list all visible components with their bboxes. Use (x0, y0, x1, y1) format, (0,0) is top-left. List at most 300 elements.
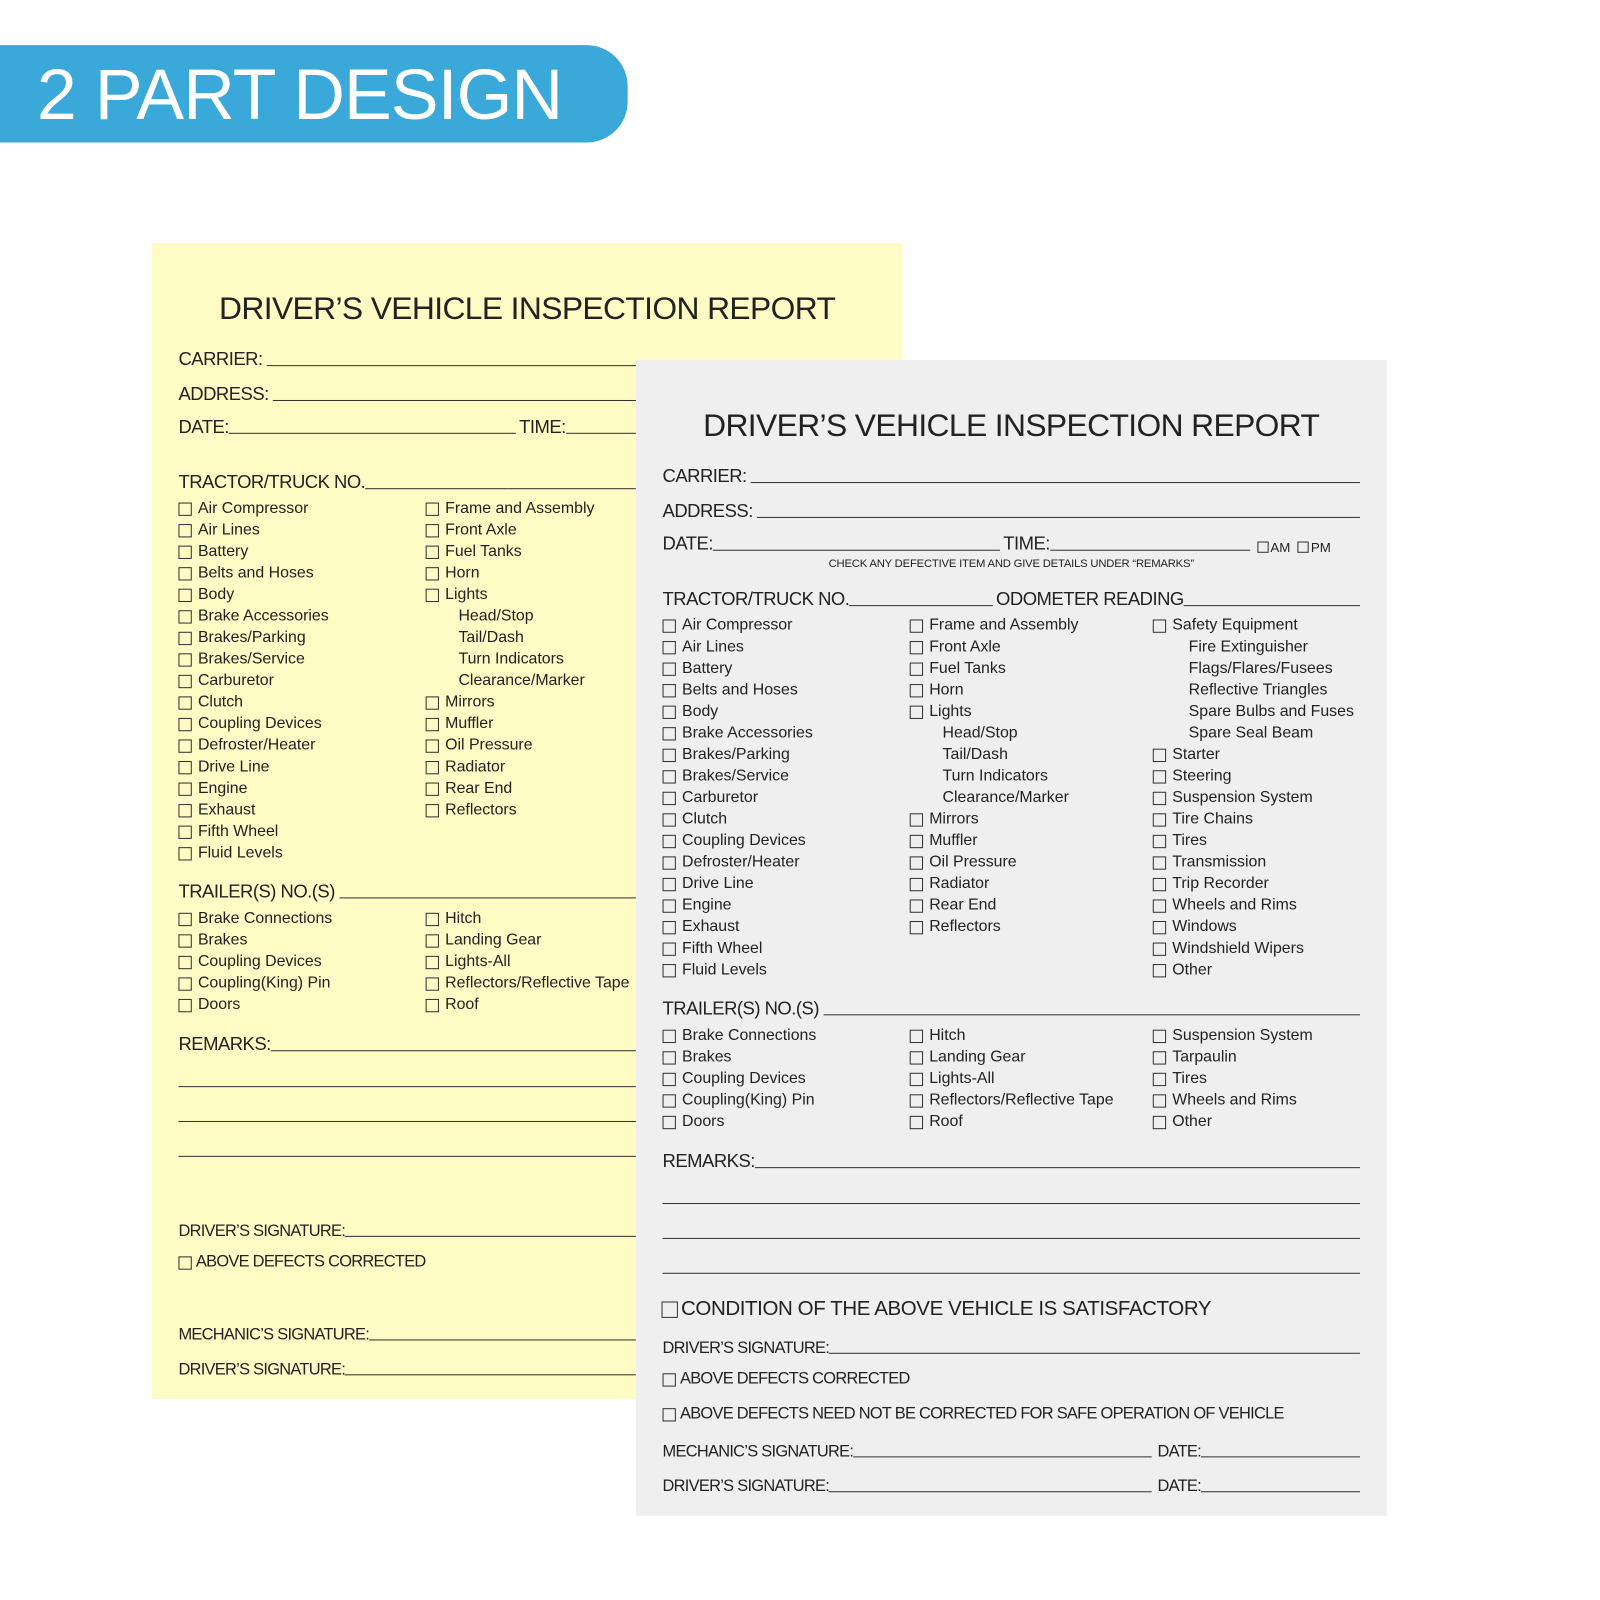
tractor-check-checkbox[interactable] (663, 662, 676, 675)
trailer-check-item-label: Lights-All (929, 1069, 995, 1088)
mechanic-signature-field[interactable] (853, 1456, 1151, 1457)
mechanic-signature-label: MECHANIC’S SIGNATURE: (178, 1326, 370, 1344)
tractor-check-checkbox[interactable] (1153, 856, 1166, 869)
trailer-check-item[interactable] (426, 995, 479, 1016)
tractor-check-item (943, 766, 1048, 787)
tractor-check-item[interactable] (1153, 917, 1237, 938)
tractor-check-checkbox[interactable] (910, 813, 923, 826)
tractor-check-checkbox[interactable] (663, 770, 676, 783)
final-driver-signature-label: DRIVER’S SIGNATURE: (178, 1360, 346, 1379)
tractor-check-item-label: Defroster/Heater (682, 853, 800, 871)
tractor-check-item[interactable] (426, 563, 480, 584)
tractor-check-checkbox[interactable] (910, 662, 923, 675)
defects-corrected-option-label: ABOVE DEFECTS CORRECTED (679, 1370, 910, 1388)
trailer-check-item[interactable] (178, 930, 247, 951)
tractor-check-item-label: Front Axle (929, 637, 1001, 656)
trailer-check-checkbox[interactable] (663, 1029, 676, 1042)
trailer-check-checkbox[interactable] (910, 1094, 923, 1107)
tractor-check-item[interactable] (1153, 788, 1313, 809)
trailer-check-checkbox[interactable] (910, 1115, 923, 1128)
odometer-label: ODOMETER READING (996, 588, 1184, 610)
tractor-check-checkbox[interactable] (1153, 813, 1166, 826)
tractor-check-item[interactable] (426, 692, 495, 713)
tractor-check-item[interactable] (910, 658, 1006, 679)
tractor-check-item[interactable] (663, 895, 732, 916)
tractor-check-item-label: Clearance/Marker (458, 671, 585, 690)
tractor-check-item-label: Fifth Wheel (682, 939, 763, 957)
tractor-check-item[interactable] (178, 800, 255, 821)
trailer-number-label: TRAILER(S) NO.(S) (178, 880, 335, 902)
trailer-check-item[interactable] (178, 995, 240, 1016)
tractor-check-checkbox[interactable] (426, 545, 439, 558)
tractor-check-checkbox[interactable] (178, 610, 191, 623)
odometer-field[interactable] (1184, 605, 1360, 606)
tractor-check-item (943, 745, 1008, 766)
trailer-check-item-label: Reflectors/Reflective Tape (445, 974, 630, 992)
tractor-check-item-label: Steering (1172, 767, 1232, 785)
tractor-check-item[interactable] (178, 757, 269, 778)
tractor-check-checkbox[interactable] (426, 782, 439, 795)
condition-checkbox[interactable] (662, 1301, 678, 1317)
tractor-check-item-label: Drive Line (197, 757, 270, 776)
trailer-check-item[interactable] (910, 1026, 966, 1047)
trailer-check-checkbox[interactable] (1153, 1094, 1166, 1107)
trailer-check-item[interactable] (1153, 1112, 1212, 1133)
date-label: DATE: (178, 416, 229, 437)
date-label: DATE: (662, 533, 713, 554)
tractor-check-item[interactable] (910, 831, 978, 852)
trailer-check-item[interactable] (663, 1047, 732, 1068)
tractor-check-item[interactable] (1153, 809, 1253, 830)
trailer-check-item[interactable] (426, 909, 482, 930)
form-copy-gray (636, 360, 1387, 1516)
driver-signature-row (663, 1333, 1360, 1358)
tractor-check-checkbox[interactable] (426, 567, 439, 580)
trailer-check-item[interactable] (910, 1069, 995, 1090)
trailer-check-item[interactable] (1153, 1047, 1237, 1068)
tractor-check-item-label: Horn (445, 564, 480, 582)
tractor-check-item-label: Fluid Levels (197, 844, 283, 862)
tractor-check-checkbox[interactable] (178, 524, 191, 537)
tractor-check-item-label: Wheels and Rims (1172, 896, 1297, 914)
trailer-check-item[interactable] (663, 1026, 817, 1047)
tractor-check-item-label: Other (1172, 960, 1213, 979)
tractor-check-item-label: Reflective Triangles (1188, 680, 1328, 699)
trailer-check-item-label: Brakes (197, 931, 248, 949)
tractor-check-item[interactable] (178, 585, 234, 606)
tractor-check-item[interactable] (178, 778, 247, 799)
tractor-check-checkbox[interactable] (663, 791, 676, 804)
tractor-check-item-label: Engine (682, 896, 732, 914)
tractor-check-checkbox[interactable] (178, 653, 191, 666)
tractor-check-item[interactable] (910, 917, 1001, 938)
remarks-line[interactable] (663, 1273, 1360, 1274)
trailer-check-item[interactable] (910, 1090, 1114, 1111)
tractor-check-item[interactable] (910, 615, 1079, 636)
tractor-check-checkbox[interactable] (910, 640, 923, 653)
tractor-check-checkbox[interactable] (663, 942, 676, 955)
remarks-line[interactable] (663, 1238, 1360, 1239)
tractor-check-item-label: Windows (1172, 917, 1237, 936)
tractor-check-checkbox[interactable] (1153, 942, 1166, 955)
tractor-check-item-label: Battery (682, 659, 733, 677)
tractor-check-item-label: Engine (197, 779, 248, 797)
trailer-check-checkbox[interactable] (426, 934, 439, 947)
tractor-check-item[interactable] (1153, 766, 1232, 787)
trailer-check-checkbox[interactable] (426, 998, 439, 1011)
tractor-check-item-label: Clearance/Marker (942, 788, 1069, 807)
tractor-check-item-label: Reflectors (929, 917, 1001, 936)
tractor-check-checkbox[interactable] (426, 588, 439, 601)
tractor-check-item-label: Clutch (197, 693, 244, 711)
tractor-check-item-label: Tail/Dash (942, 745, 1008, 764)
trailer-check-item-label: Landing Gear (445, 931, 542, 949)
tractor-check-checkbox[interactable] (663, 834, 676, 847)
pm-option[interactable] (1293, 539, 1330, 554)
tractor-check-checkbox[interactable] (663, 705, 676, 718)
condition-satisfactory-option[interactable] (662, 1297, 1212, 1321)
tractor-check-item-label: Mirrors (929, 810, 979, 828)
trailer-check-checkbox[interactable] (910, 1072, 923, 1085)
tractor-check-item-label: Starter (1172, 745, 1220, 764)
trailer-check-item-label: Roof (929, 1112, 963, 1131)
tractor-check-item (943, 788, 1069, 809)
trailer-check-checkbox[interactable] (426, 912, 439, 925)
remarks-field[interactable] (755, 1167, 1360, 1168)
tractor-check-checkbox[interactable] (178, 804, 191, 817)
tractor-check-item-label: Reflectors (445, 800, 517, 819)
defects-corrected-option-checkbox[interactable] (178, 1256, 191, 1269)
tractor-check-item-label: Belts and Hoses (682, 680, 798, 699)
defects-corrected-option-checkbox[interactable] (663, 1373, 676, 1386)
tractor-check-item[interactable] (426, 520, 517, 541)
trailer-check-item[interactable] (426, 973, 630, 994)
trailer-check-item-label: Coupling Devices (197, 952, 322, 971)
tractor-check-item[interactable] (663, 938, 763, 959)
tractor-number-field[interactable] (365, 488, 509, 489)
trailer-check-item-label: Brake Connections (682, 1026, 817, 1045)
tractor-check-item[interactable] (910, 895, 997, 916)
tractor-check-item[interactable] (663, 680, 798, 701)
address-field[interactable] (757, 517, 1360, 518)
tractor-check-item[interactable] (426, 585, 488, 606)
tractor-check-item-label: Belts and Hoses (197, 564, 314, 582)
trailer-check-item[interactable] (663, 1090, 815, 1111)
trailer-check-item[interactable] (1153, 1090, 1297, 1111)
tractor-check-item-label: Brakes/Parking (682, 745, 790, 764)
tractor-check-item (458, 606, 533, 627)
trailer-check-checkbox[interactable] (663, 1051, 676, 1064)
tractor-check-checkbox[interactable] (910, 899, 923, 912)
trailer-check-item-label: Doors (197, 995, 241, 1014)
trailer-check-item[interactable] (910, 1112, 963, 1133)
trailer-check-item[interactable] (663, 1069, 806, 1090)
trailer-check-checkbox[interactable] (663, 1072, 676, 1085)
banner-label: 2 PART DESIGN (36, 54, 563, 135)
tractor-check-checkbox[interactable] (426, 696, 439, 709)
tractor-check-checkbox[interactable] (1153, 791, 1166, 804)
tractor-check-checkbox[interactable] (1153, 920, 1166, 933)
tractor-check-item[interactable] (1153, 831, 1207, 852)
trailer-number-field[interactable] (823, 1014, 1360, 1015)
tractor-check-item[interactable] (663, 874, 754, 895)
tractor-check-item[interactable] (178, 520, 259, 541)
tractor-check-checkbox[interactable] (178, 696, 191, 709)
final-driver-signature-field[interactable] (829, 1491, 1151, 1492)
tractor-check-checkbox[interactable] (663, 640, 676, 653)
tractor-check-item-label: Turn Indicators (942, 767, 1048, 785)
trailer-check-checkbox[interactable] (663, 1115, 676, 1128)
trailer-check-checkbox[interactable] (910, 1051, 923, 1064)
tractor-check-checkbox[interactable] (663, 920, 676, 933)
tractor-check-item[interactable] (1153, 615, 1298, 636)
tractor-check-item-label: Brakes/Parking (197, 628, 306, 647)
tractor-check-item[interactable] (178, 822, 278, 843)
tractor-check-checkbox[interactable] (910, 877, 923, 890)
trailer-check-item[interactable] (178, 973, 330, 994)
tractor-check-item[interactable] (426, 800, 517, 821)
tractor-check-item-label: Suspension System (1172, 788, 1313, 807)
trailer-check-item[interactable] (178, 909, 332, 930)
tractor-check-item[interactable] (1153, 745, 1220, 766)
tractor-check-checkbox[interactable] (663, 856, 676, 869)
tractor-check-item[interactable] (178, 606, 328, 627)
tractor-check-item[interactable] (663, 831, 806, 852)
tractor-check-checkbox[interactable] (426, 760, 439, 773)
tractor-check-checkbox[interactable] (426, 502, 439, 515)
tractor-check-checkbox[interactable] (910, 705, 923, 718)
tractor-check-checkbox[interactable] (178, 588, 191, 601)
address-row (663, 497, 1360, 522)
tractor-check-checkbox[interactable] (178, 674, 191, 687)
trailer-check-checkbox[interactable] (1153, 1072, 1166, 1085)
tractor-check-item-label: Horn (929, 680, 964, 699)
tractor-check-item[interactable] (178, 649, 304, 670)
final-driver-signature-date-field[interactable] (1201, 1491, 1360, 1492)
trailer-check-checkbox[interactable] (178, 977, 191, 990)
tractor-check-checkbox[interactable] (663, 748, 676, 761)
tractor-number-field[interactable] (849, 605, 993, 606)
am-option[interactable] (1253, 539, 1290, 554)
tractor-check-item[interactable] (663, 723, 813, 744)
trailer-check-checkbox[interactable] (426, 977, 439, 990)
tractor-check-item[interactable] (1153, 895, 1297, 916)
tractor-check-checkbox[interactable] (663, 877, 676, 890)
tractor-check-item[interactable] (663, 637, 744, 658)
address-label: ADDRESS: (178, 383, 269, 405)
pm-checkbox[interactable] (1298, 542, 1309, 553)
driver-signature-label: DRIVER’S SIGNATURE: (178, 1222, 346, 1240)
trailer-check-checkbox[interactable] (178, 934, 191, 947)
tractor-check-checkbox[interactable] (910, 834, 923, 847)
tractor-check-item[interactable] (426, 757, 506, 778)
tractor-check-item-label: Rear End (445, 779, 513, 797)
trailer-check-checkbox[interactable] (178, 912, 191, 925)
tractor-check-item-label: Carburetor (197, 671, 274, 690)
tractor-check-checkbox[interactable] (178, 739, 191, 752)
tractor-check-item[interactable] (178, 671, 273, 692)
tractor-check-item[interactable] (178, 692, 243, 713)
tractor-check-checkbox[interactable] (1153, 748, 1166, 761)
tractor-check-item-label: Windshield Wipers (1172, 939, 1304, 957)
tractor-check-checkbox[interactable] (426, 804, 439, 817)
tractor-check-item[interactable] (663, 960, 767, 981)
tractor-check-item[interactable] (663, 615, 793, 636)
tractor-check-checkbox[interactable] (178, 502, 191, 515)
tractor-check-item[interactable] (178, 735, 315, 756)
tractor-check-checkbox[interactable] (910, 619, 923, 632)
tractor-check-checkbox[interactable] (663, 684, 676, 697)
carrier-label: CARRIER: (662, 465, 747, 487)
tractor-check-checkbox[interactable] (910, 856, 923, 869)
trailer-check-item[interactable] (426, 952, 511, 973)
tractor-check-item[interactable] (663, 917, 740, 938)
tractor-check-checkbox[interactable] (178, 847, 191, 860)
tractor-check-item[interactable] (178, 714, 321, 735)
tractor-check-checkbox[interactable] (426, 739, 439, 752)
tractor-check-item (1189, 637, 1308, 658)
mechanic-signature-date-field[interactable] (1201, 1456, 1360, 1457)
tractor-check-item[interactable] (910, 874, 990, 895)
trailer-check-checkbox[interactable] (178, 955, 191, 968)
tractor-check-checkbox[interactable] (663, 899, 676, 912)
tractor-check-item[interactable] (426, 778, 513, 799)
trailer-check-checkbox[interactable] (178, 998, 191, 1011)
tractor-check-item[interactable] (910, 809, 979, 830)
date-field[interactable] (229, 433, 516, 434)
tractor-check-checkbox[interactable] (1153, 877, 1166, 890)
driver-signature-field[interactable] (829, 1353, 1360, 1354)
tractor-check-checkbox[interactable] (1153, 964, 1166, 977)
remarks-label: REMARKS: (178, 1033, 271, 1055)
tractor-check-item-label: Radiator (445, 757, 506, 776)
tractor-check-item-label: Clutch (682, 810, 728, 828)
am-checkbox[interactable] (1257, 542, 1268, 553)
mechanic-signature-label: MECHANIC’S SIGNATURE: (662, 1443, 854, 1461)
tractor-check-checkbox[interactable] (178, 760, 191, 773)
remarks-line[interactable] (663, 1203, 1360, 1204)
tractor-check-item-label: Trip Recorder (1172, 874, 1269, 893)
tractor-check-item[interactable] (426, 735, 533, 756)
tractor-check-item[interactable] (663, 702, 719, 723)
trailer-check-item-label: Coupling(King) Pin (197, 974, 331, 992)
tractor-check-item[interactable] (910, 852, 1017, 873)
tractor-check-checkbox[interactable] (1153, 834, 1166, 847)
trailer-check-checkbox[interactable] (426, 955, 439, 968)
trailer-check-checkbox[interactable] (663, 1094, 676, 1107)
tractor-check-item[interactable] (1153, 960, 1212, 981)
tractor-check-checkbox[interactable] (426, 524, 439, 537)
tractor-check-checkbox[interactable] (178, 545, 191, 558)
tractor-check-item[interactable] (1153, 938, 1304, 959)
trailer-check-checkbox[interactable] (910, 1029, 923, 1042)
tractor-check-checkbox[interactable] (910, 684, 923, 697)
trailer-check-checkbox[interactable] (1153, 1029, 1166, 1042)
tractor-check-item (1189, 658, 1333, 679)
tractor-check-item[interactable] (910, 680, 964, 701)
tractor-check-checkbox[interactable] (663, 964, 676, 977)
tractor-check-item[interactable] (426, 542, 522, 563)
tractor-check-item[interactable] (663, 809, 728, 830)
trailer-check-item[interactable] (1153, 1026, 1313, 1047)
trailer-check-item-label: Brakes (682, 1048, 732, 1066)
tractor-check-item-label: Transmission (1172, 853, 1267, 871)
tractor-check-item[interactable] (663, 852, 800, 873)
tractor-check-item[interactable] (910, 702, 972, 723)
tractor-check-checkbox[interactable] (178, 631, 191, 644)
trailer-check-item[interactable] (663, 1112, 725, 1133)
trailer-check-item[interactable] (426, 930, 542, 951)
tractor-check-item[interactable] (178, 843, 282, 864)
tractor-check-item[interactable] (426, 714, 494, 735)
tractor-check-item[interactable] (663, 788, 758, 809)
tractor-check-item[interactable] (426, 498, 595, 519)
time-label: TIME: (1003, 533, 1050, 554)
tractor-check-item-label: Tires (1172, 831, 1208, 850)
tractor-check-item[interactable] (178, 628, 305, 649)
tractor-check-item[interactable] (178, 563, 313, 584)
tractor-check-checkbox[interactable] (1153, 770, 1166, 783)
defects-not-needed-option[interactable] (663, 1405, 1284, 1423)
carrier-label: CARRIER: (178, 348, 263, 370)
tractor-check-checkbox[interactable] (1153, 899, 1166, 912)
tractor-check-checkbox[interactable] (910, 920, 923, 933)
trailer-check-item-label: Lights-All (445, 952, 511, 971)
tractor-check-checkbox[interactable] (663, 813, 676, 826)
defects-corrected-option[interactable] (663, 1370, 910, 1388)
trailer-check-item-label: Brake Connections (197, 909, 333, 928)
tractor-check-item-label: Battery (197, 542, 249, 560)
tractor-check-item[interactable] (663, 745, 790, 766)
trailer-check-checkbox[interactable] (1153, 1051, 1166, 1064)
tractor-check-checkbox[interactable] (178, 825, 191, 838)
time-field[interactable] (1050, 550, 1250, 551)
tractor-check-item[interactable] (910, 637, 1001, 658)
tractor-check-item-label: Mirrors (445, 693, 495, 711)
tractor-number-label: TRACTOR/TRUCK NO. (662, 588, 850, 610)
trailer-check-item-label: Tarpaulin (1172, 1048, 1237, 1066)
tractor-check-checkbox[interactable] (178, 567, 191, 580)
trailer-check-item-label: Wheels and Rims (1172, 1091, 1297, 1109)
trailer-check-item[interactable] (178, 952, 321, 973)
tractor-check-checkbox[interactable] (663, 619, 676, 632)
trailer-check-checkbox[interactable] (1153, 1115, 1166, 1128)
tractor-check-item-label: Air Compressor (682, 616, 793, 634)
tractor-check-item-label: Air Lines (197, 521, 260, 539)
trailer-check-item-label: Suspension System (1172, 1026, 1313, 1045)
tractor-check-item[interactable] (1153, 874, 1269, 895)
defects-not-needed-option-checkbox[interactable] (663, 1408, 676, 1421)
trailer-check-item[interactable] (910, 1047, 1026, 1068)
tractor-check-item[interactable] (1153, 852, 1266, 873)
trailer-check-item[interactable] (1153, 1069, 1207, 1090)
tractor-check-item[interactable] (663, 766, 789, 787)
tractor-check-item-label: Fluid Levels (682, 960, 767, 979)
tractor-check-item[interactable] (663, 658, 733, 679)
tractor-check-item[interactable] (178, 542, 248, 563)
date-field[interactable] (713, 550, 1000, 551)
tractor-check-checkbox[interactable] (663, 727, 676, 740)
carrier-field[interactable] (751, 482, 1360, 483)
tractor-check-checkbox[interactable] (1153, 619, 1166, 632)
tractor-check-item-label: Brake Accessories (682, 724, 813, 742)
defects-corrected-option[interactable] (178, 1253, 425, 1271)
tractor-check-item[interactable] (178, 498, 308, 519)
tractor-check-checkbox[interactable] (426, 717, 439, 730)
tractor-check-checkbox[interactable] (178, 717, 191, 730)
tractor-check-item-label: Fifth Wheel (197, 822, 279, 840)
tractor-check-checkbox[interactable] (178, 782, 191, 795)
